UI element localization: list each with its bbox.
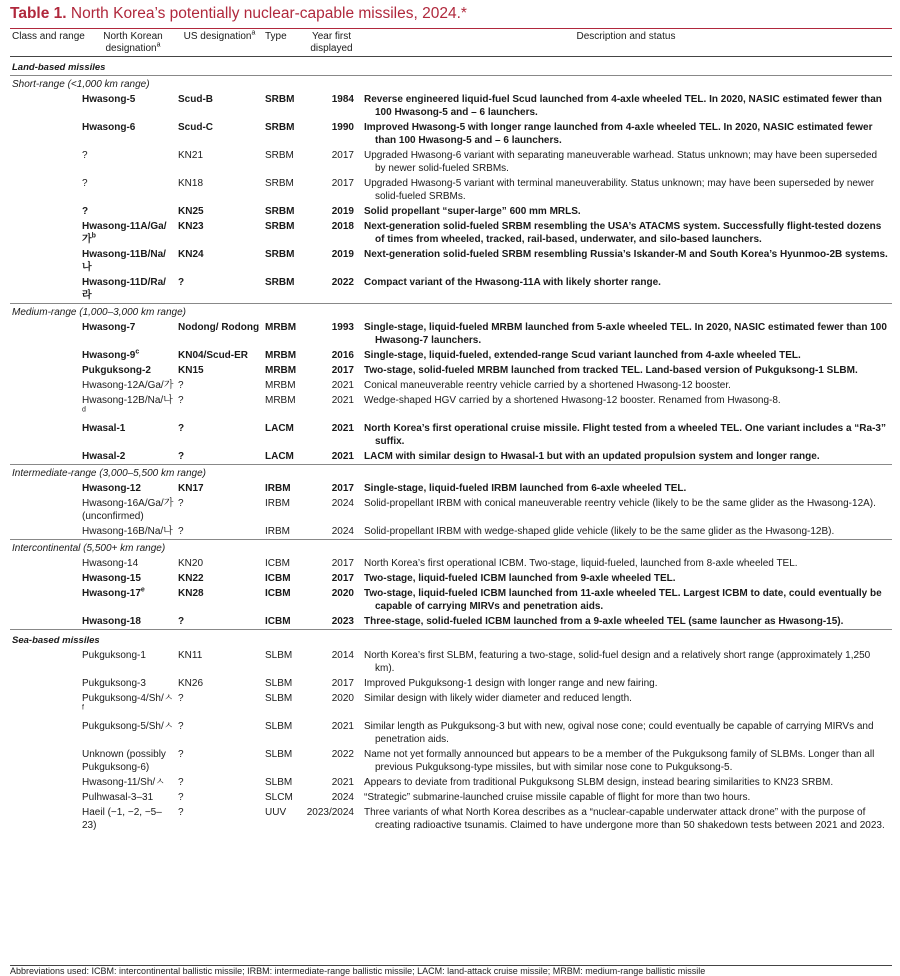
table-row xyxy=(10,524,892,540)
cell-type: SRBM xyxy=(265,94,295,105)
table-row xyxy=(10,775,892,790)
table-row xyxy=(10,691,892,719)
section-label: Medium-range (1,000–3,000 km range) xyxy=(10,304,892,321)
cell-description: Solid-propellant IRBM with wedge-shaped glide vehicle (likely to be the same glider as the Hwasong-12B). xyxy=(364,526,835,537)
cell-year: 1993 xyxy=(331,322,354,333)
table-row xyxy=(10,247,892,275)
cell-year: 2021 xyxy=(331,395,354,406)
table-row xyxy=(10,481,892,496)
cell-nk-designation: Hwasong-11D/Ra/라 xyxy=(82,277,166,301)
cell-us-designation: KN26 xyxy=(178,678,204,689)
cell-us-designation: Scud-C xyxy=(178,122,213,133)
cell-us-designation: ? xyxy=(178,526,184,537)
section-row xyxy=(10,57,892,76)
cell-nk-designation: Hwasong-5 xyxy=(82,94,136,105)
table-number: Table 1. xyxy=(10,5,67,22)
table-body xyxy=(10,57,892,834)
table-row xyxy=(10,719,892,747)
cell-type: ICBM xyxy=(265,588,291,599)
cell-year: 2021 xyxy=(331,777,354,788)
cell-us-designation: KN28 xyxy=(178,588,204,599)
section-row xyxy=(10,465,892,482)
cell-type: SRBM xyxy=(265,249,295,260)
cell-year: 2024 xyxy=(331,526,354,537)
cell-year: 2021 xyxy=(331,423,354,434)
cell-type: ICBM xyxy=(265,558,290,569)
cell-type: SLBM xyxy=(265,721,293,732)
section-label: Intermediate-range (3,000–5,500 km range) xyxy=(10,465,892,482)
cell-us-designation: KN24 xyxy=(178,249,204,260)
header-year: Year first displayed xyxy=(303,29,360,57)
cell-year: 2016 xyxy=(331,350,354,361)
cell-year: 2023/2024 xyxy=(306,807,354,818)
cell-description: Solid-propellant IRBM with conical maneuverable reentry vehicle (likely to be the same glider as the Hwasong-12A). xyxy=(364,498,876,509)
cell-year: 2019 xyxy=(331,249,354,260)
cell-nk-designation: Haeil (−1, −2, −5–23) xyxy=(82,807,162,831)
table-row xyxy=(10,614,892,630)
cell-description: Single-stage, liquid-fueled MRBM launched from 5-axle wheeled TEL. In 2020, NASIC estimated fewer than 100 Hwasong-7 launchers. xyxy=(364,322,887,346)
cell-description: Three-stage, solid-fueled ICBM launched from a 9-axle wheeled TEL (same launcher as Hwasong-15). xyxy=(364,616,844,627)
cell-type: SRBM xyxy=(265,178,294,189)
cell-year: 2017 xyxy=(331,483,354,494)
cell-nk-designation: Unknown (possibly Pukguksong-6) xyxy=(82,749,166,773)
cell-description: Similar design with likely wider diameter and reduced length. xyxy=(364,693,632,704)
cell-description: Reverse engineered liquid-fuel Scud launched from 4-axle wheeled TEL. In 2020, NASIC estimated fewer than 100 Hwasong-5 and – 6 launchers. xyxy=(364,94,882,118)
cell-type: LACM xyxy=(265,451,294,462)
cell-year: 2019 xyxy=(331,206,354,217)
cell-description: Wedge-shaped HGV carried by a shortened Hwasong-12 booster. Renamed from Hwasong-8. xyxy=(364,395,781,406)
cell-us-designation: ? xyxy=(178,616,185,627)
cell-description: Single-stage, liquid-fueled IRBM launched from 6-axle wheeled TEL. xyxy=(364,483,687,494)
section-row xyxy=(10,76,892,93)
table-header xyxy=(10,29,892,57)
cell-description: Two-stage, solid-fueled MRBM launched from tracked TEL. Land-based version of Pukguksong-1 SLBM. xyxy=(364,365,858,376)
cell-year: 2017 xyxy=(331,150,354,161)
table-row xyxy=(10,586,892,614)
cell-year: 2024 xyxy=(331,792,354,803)
cell-description: Upgraded Hwasong-5 variant with terminal maneuverability. Status unknown; may have been superseded by newer solid-fueled SRBMs. xyxy=(364,178,875,202)
cell-us-designation: ? xyxy=(178,277,185,288)
cell-type: ICBM xyxy=(265,616,291,627)
section-label: Land-based missiles xyxy=(12,62,106,73)
footnote: Abbreviations used: ICBM: intercontinental ballistic missile; IRBM: intermediate-range ballistic missile; LACM: land-attack cruise missile; MRBM: medium-range ballistic missile xyxy=(10,966,706,976)
cell-nk-designation: Hwasong-7 xyxy=(82,322,136,333)
cell-us-designation: KN23 xyxy=(178,221,204,232)
cell-nk-designation: Hwasong-15 xyxy=(82,573,141,584)
header-nk-designation: North Korean designation$^a$ xyxy=(90,29,176,57)
cell-nk-designation: Hwasong-17e xyxy=(82,586,145,599)
cell-description: Next-generation solid-fueled SRBM resembling Russia’s Iskander-M and South Korea’s Hyunmoo-2B systems. xyxy=(364,249,888,260)
cell-description: Next-generation solid-fueled SRBM resembling the USA’s ATACMS system. Successfully flight-tested dozens of times from wheeled, tracked, rail-based, underwater, and silo-based launchers. xyxy=(364,221,882,245)
cell-type: MRBM xyxy=(265,350,297,361)
cell-type: SRBM xyxy=(265,221,295,232)
cell-us-designation: ? xyxy=(178,395,184,406)
cell-description: Conical maneuverable reentry vehicle carried by a shortened Hwasong-12 booster. xyxy=(364,380,731,391)
section-label: Sea-based missiles xyxy=(10,630,892,649)
cell-type: SLBM xyxy=(265,678,293,689)
cell-type: SRBM xyxy=(265,206,295,217)
table-row xyxy=(10,648,892,676)
cell-year: 2017 xyxy=(331,365,354,376)
cell-us-designation: ? xyxy=(178,807,184,818)
table-caption: North Korea’s potentially nuclear-capable missiles, 2024.* xyxy=(70,5,467,22)
missile-table xyxy=(10,29,892,833)
table-row xyxy=(10,275,892,304)
header-description: Description and status xyxy=(360,29,892,57)
table-row xyxy=(10,92,892,120)
cell-us-designation: KN20 xyxy=(178,558,204,569)
cell-us-designation: Nodong/ Rodong xyxy=(178,322,260,333)
cell-year: 2022 xyxy=(331,749,354,760)
cell-description: Improved Pukguksong-1 design with longer range and new fairing. xyxy=(364,678,658,689)
cell-description: Compact variant of the Hwasong-11A with likely shorter range. xyxy=(364,277,661,288)
cell-type: SLBM xyxy=(265,777,293,788)
cell-nk-designation: Hwasong-6 xyxy=(82,122,136,133)
table-row xyxy=(10,449,892,465)
cell-description: Improved Hwasong-5 with longer range launched from 4-axle wheeled TEL. In 2020, NASIC estimated fewer than 100 Hwasong-5 and – 6 launchers. xyxy=(364,122,873,146)
cell-nk-designation: Pukguksong-3 xyxy=(82,678,146,689)
cell-nk-designation: Pukguksong-5/Sh/ㅅ xyxy=(82,721,174,732)
cell-year: 1984 xyxy=(331,94,354,105)
cell-year: 2017 xyxy=(331,178,354,189)
cell-year: 2017 xyxy=(331,573,354,584)
section-row xyxy=(10,304,892,321)
section-row xyxy=(10,630,892,649)
cell-us-designation: ? xyxy=(178,749,184,760)
cell-us-designation: KN17 xyxy=(178,483,204,494)
cell-type: ICBM xyxy=(265,573,291,584)
cell-nk-designation: Hwasong-14 xyxy=(82,558,139,569)
cell-description: LACM with similar design to Hwasal-1 but with an updated propulsion system and longer range. xyxy=(364,451,820,462)
cell-type: MRBM xyxy=(265,365,297,376)
table-row xyxy=(10,148,892,176)
cell-year: 2020 xyxy=(331,588,354,599)
cell-nk-designation: Hwasal-2 xyxy=(82,451,126,462)
cell-type: IRBM xyxy=(265,498,290,509)
cell-description: North Korea’s first operational cruise missile. Flight tested from a wheeled TEL. One variant includes a “Ra-3” suffix. xyxy=(364,423,886,447)
cell-us-designation: Scud-B xyxy=(178,94,213,105)
table-row xyxy=(10,378,892,393)
cell-nk-designation: ? xyxy=(82,178,88,189)
cell-us-designation: KN22 xyxy=(178,573,204,584)
table-row xyxy=(10,747,892,775)
cell-year: 2024 xyxy=(331,498,354,509)
cell-type: SLBM xyxy=(265,650,293,661)
cell-type: SLBM xyxy=(265,693,293,704)
cell-type: MRBM xyxy=(265,395,296,406)
cell-us-designation: ? xyxy=(178,498,184,509)
cell-description: “Strategic” submarine-launched cruise missile capable of flight for more than two hours. xyxy=(364,792,751,803)
cell-us-designation: ? xyxy=(178,693,184,704)
table-row xyxy=(10,393,892,421)
cell-nk-designation: ? xyxy=(82,150,88,161)
cell-type: UUV xyxy=(265,807,287,818)
cell-description: Single-stage, liquid-fueled, extended-range Scud variant launched from 4-axle wheeled TEL. xyxy=(364,350,801,361)
cell-nk-designation: ? xyxy=(82,206,89,217)
cell-nk-designation: Hwasong-18 xyxy=(82,616,141,627)
cell-nk-designation: Hwasong-9$^c$ xyxy=(82,348,140,361)
cell-us-designation: KN15 xyxy=(178,365,204,376)
cell-us-designation: ? xyxy=(178,721,184,732)
cell-nk-designation: Hwasong-12A/Ga/가 xyxy=(82,380,174,391)
cell-year: 2017 xyxy=(331,678,354,689)
table-row xyxy=(10,790,892,805)
cell-type: SRBM xyxy=(265,122,295,133)
cell-year: 2021 xyxy=(331,380,354,391)
table-title xyxy=(10,0,892,29)
cell-type: SLBM xyxy=(265,749,293,760)
table-row xyxy=(10,204,892,219)
cell-nk-designation: Hwasong-16B/Na/나 xyxy=(82,526,173,537)
cell-year: 2021 xyxy=(331,721,354,732)
cell-nk-designation: Hwasong-11B/Na/나 xyxy=(82,249,166,273)
cell-nk-designation: Hwasong-12B/Na/나$^d$ xyxy=(82,395,173,414)
table-row xyxy=(10,496,892,524)
table-row xyxy=(10,320,892,348)
table-row xyxy=(10,571,892,586)
cell-type: SRBM xyxy=(265,277,295,288)
table-row xyxy=(10,348,892,363)
cell-nk-designation: Pukguksong-4/Sh/ㅅ$^f$ xyxy=(82,693,174,712)
cell-description: Two-stage, liquid-fueled ICBM launched from 11-axle wheeled TEL. Largest ICBM to date, could eventually be capable of carrying MIRVs and penetration aids. xyxy=(364,588,882,612)
cell-nk-designation: Pukguksong-2 xyxy=(82,365,151,376)
cell-us-designation: ? xyxy=(178,792,184,803)
cell-type: MRBM xyxy=(265,322,297,333)
cell-us-designation: ? xyxy=(178,777,184,788)
cell-type: IRBM xyxy=(265,526,290,537)
cell-year: 2020 xyxy=(331,693,354,704)
table-row xyxy=(10,676,892,691)
cell-description: North Korea’s first operational ICBM. Two-stage, liquid-fueled, launched from 8-axle wheeled TEL. xyxy=(364,558,798,569)
table-row xyxy=(10,363,892,378)
cell-description: Solid propellant “super-large” 600 mm MRLS. xyxy=(364,206,581,217)
cell-nk-designation: Hwasong-11A/Ga/가$^b$ xyxy=(82,221,167,245)
cell-nk-designation: Hwasong-11/Sh/ㅅ xyxy=(82,777,165,788)
section-label: Intercontinental (5,500+ km range) xyxy=(10,540,892,557)
cell-description: Three variants of what North Korea describes as a “nuclear-capable underwater attack drone” with the purpose of creating radioactive tsunamis. Claimed to have undergone more than 50 shakedown tests between 2021 and 2023. xyxy=(364,807,885,831)
cell-type: SLCM xyxy=(265,792,293,803)
cell-year: 2021 xyxy=(331,451,354,462)
cell-description: Appears to deviate from traditional Pukguksong SLBM design, instead bearing similarities to KN23 SRBM. xyxy=(364,777,834,788)
table-row xyxy=(10,120,892,148)
header-us-designation: US designation$^a$ xyxy=(176,29,263,57)
table-row xyxy=(10,176,892,204)
section-row xyxy=(10,540,892,557)
cell-us-designation: KN11 xyxy=(178,650,203,661)
table-row xyxy=(10,219,892,247)
cell-description: Similar length as Pukguksong-3 but with new, ogival nose cone; could eventually be capable of carrying MIRVs and penetration aids. xyxy=(364,721,874,745)
cell-description: Two-stage, liquid-fueled ICBM launched from 9-axle wheeled TEL. xyxy=(364,573,676,584)
cell-nk-designation: Hwasong-16A/Ga/가 (unconfirmed) xyxy=(82,498,174,522)
cell-us-designation: KN25 xyxy=(178,206,204,217)
cell-type: MRBM xyxy=(265,380,296,391)
cell-us-designation: ? xyxy=(178,423,185,434)
cell-us-designation: KN21 xyxy=(178,150,204,161)
table-row xyxy=(10,805,892,833)
cell-us-designation: KN18 xyxy=(178,178,204,189)
cell-nk-designation: Pukguksong-1 xyxy=(82,650,146,661)
cell-year: 2014 xyxy=(331,650,354,661)
cell-year: 2023 xyxy=(331,616,354,627)
cell-description: North Korea’s first SLBM, featuring a two-stage, solid-fuel design and a relatively short range (approximately 1,250 km). xyxy=(364,650,871,674)
cell-year: 2018 xyxy=(331,221,354,232)
cell-us-designation: KN04/Scud-ER xyxy=(178,350,249,361)
header-type: Type xyxy=(263,29,303,57)
table-row xyxy=(10,421,892,449)
cell-type: IRBM xyxy=(265,483,291,494)
cell-year: 1990 xyxy=(331,122,354,133)
cell-us-designation: ? xyxy=(178,380,184,391)
cell-type: SRBM xyxy=(265,150,294,161)
cell-description: Upgraded Hwasong-6 variant with separating maneuverable warhead. Status unknown; may have been superseded by newer solid-fueled SRBMs. xyxy=(364,150,878,174)
cell-nk-designation: Hwasong-12 xyxy=(82,483,141,494)
cell-year: 2017 xyxy=(331,558,354,569)
section-label: Short-range (<1,000 km range) xyxy=(10,76,892,93)
cell-year: 2022 xyxy=(331,277,354,288)
cell-nk-designation: Pulhwasal-3–31 xyxy=(82,792,154,803)
cell-description: Name not yet formally announced but appears to be a member of the Pukguksong family of SLBMs. Longer than all previous Pukguksong-type missiles, but with similar nose cone to Pukguksong-5. xyxy=(364,749,875,773)
header-class-range: Class and range xyxy=(10,29,90,57)
cell-us-designation: ? xyxy=(178,451,185,462)
cell-nk-designation: Hwasal-1 xyxy=(82,423,126,434)
cell-type: LACM xyxy=(265,423,294,434)
table-row xyxy=(10,556,892,571)
